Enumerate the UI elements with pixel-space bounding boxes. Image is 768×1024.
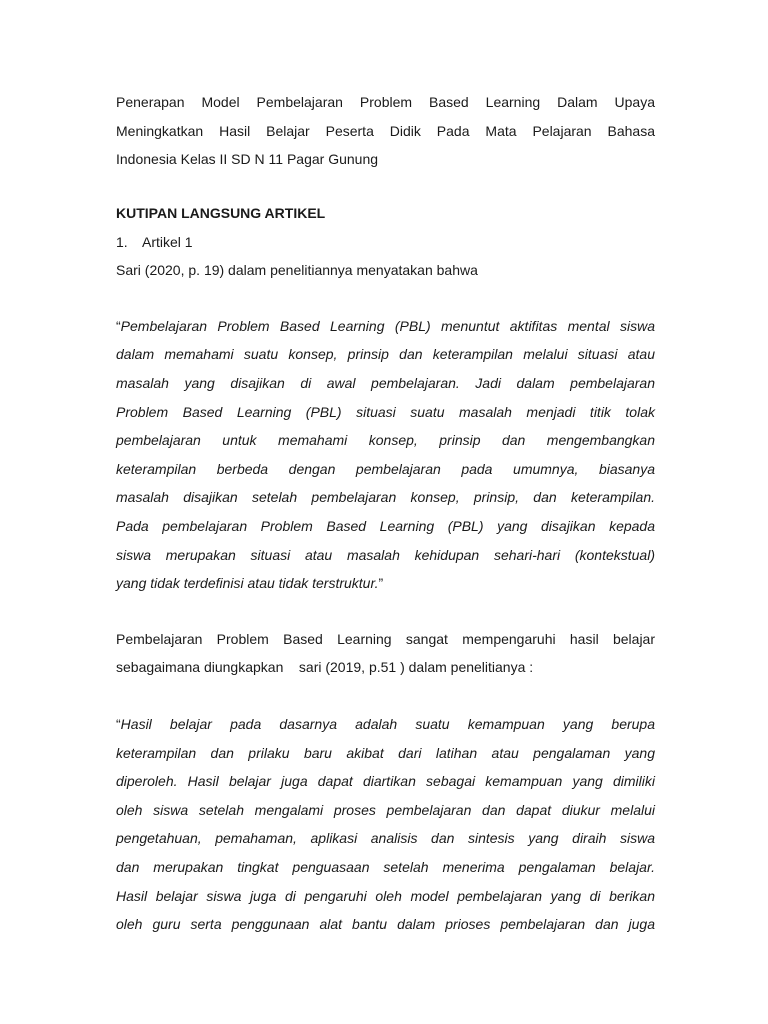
quote-line: masalah yang disajikan di awal pembelajaran. Jadi dalam pembelajaran	[116, 375, 655, 392]
spacer	[116, 285, 655, 312]
quote-line: oleh guru serta penggunaan alat bantu dalam prioses pembelajaran dan juga	[116, 916, 655, 933]
citation-intro: Sari (2020, p. 19) dalam penelitiannya menyatakan bahwa	[116, 262, 478, 279]
section-heading: KUTIPAN LANGSUNG ARTIKEL	[116, 205, 326, 222]
quote-line: keterampilan berbeda dengan pembelajaran pada umumnya, biasanya	[116, 460, 655, 477]
quote-line: dalam memahami suatu konsep, prinsip dan keterampilan melalui situasi atau	[116, 346, 655, 363]
list-item-label: Artikel 1	[142, 233, 193, 250]
spacer	[116, 682, 655, 710]
document-title	[116, 88, 655, 174]
paragraph-2	[116, 625, 655, 682]
quote-line: oleh siswa setelah mengalami proses pembelajaran dan dapat diukur melalui	[116, 801, 655, 818]
quote-line: Problem Based Learning (PBL) situasi suatu masalah menjadi titik tolak	[116, 403, 655, 420]
spacer	[116, 598, 655, 625]
quote-line: yang tidak terdefinisi atau tidak terstruktur.”	[116, 575, 384, 592]
title-line: Penerapan Model Pembelajaran Problem Based Learning Dalam Upaya	[116, 94, 655, 110]
quote-line: Pada pembelajaran Problem Based Learning (PBL) yang disajikan kepada	[116, 518, 655, 535]
block-quote-1	[116, 312, 655, 598]
quote-line: siswa merupakan situasi atau masalah kehidupan sehari-hari (kontekstual)	[116, 546, 655, 563]
quote-line: diperoleh. Hasil belajar juga dapat diartikan sebagai kemampuan yang dimiliki	[116, 773, 655, 790]
title-line: Meningkatkan Hasil Belajar Peserta Didik Pada Mata Pelajaran Bahasa	[116, 122, 655, 139]
quote-line: Hasil belajar siswa juga di pengaruhi oleh model pembelajaran yang di berikan	[116, 887, 655, 904]
quote-line: pengetahuan, pemahaman, aplikasi analisis dan sintesis yang diraih siswa	[116, 830, 655, 847]
block-quote-2	[116, 710, 655, 939]
list-item-number: 1.	[116, 233, 128, 250]
paragraph-line: sebagaimana diungkapkan sari (2019, p.51 ) dalam penelitianya :	[116, 659, 534, 676]
paragraph-line: Pembelajaran Problem Based Learning sangat mempengaruhi hasil belajar	[116, 630, 655, 647]
document-page	[116, 88, 655, 939]
open-quote-mark: “	[116, 716, 121, 733]
quote-line: pembelajaran untuk memahami konsep, prinsip dan mengembangkan	[116, 432, 655, 449]
spacer	[116, 174, 655, 199]
title-line: Indonesia Kelas II SD N 11 Pagar Gunung	[116, 151, 379, 168]
quote-line: “Pembelajaran Problem Based Learning (PBL) menuntut aktifitas mental siswa	[116, 317, 655, 334]
quote-line: dan merupakan tingkat penguasaan setelah menerima pengalaman belajar.	[116, 858, 655, 875]
quote-line: keterampilan dan prilaku baru akibat dari latihan atau pengalaman yang	[116, 744, 655, 761]
open-quote-mark: “	[116, 317, 121, 334]
quote-line: “Hasil belajar pada dasarnya adalah suatu kemampuan yang berupa	[116, 716, 655, 733]
quote-line: masalah disajikan setelah pembelajaran konsep, prinsip, dan keterampilan.	[116, 489, 655, 506]
close-quote-mark: ”	[378, 575, 384, 592]
list-item	[116, 228, 655, 257]
